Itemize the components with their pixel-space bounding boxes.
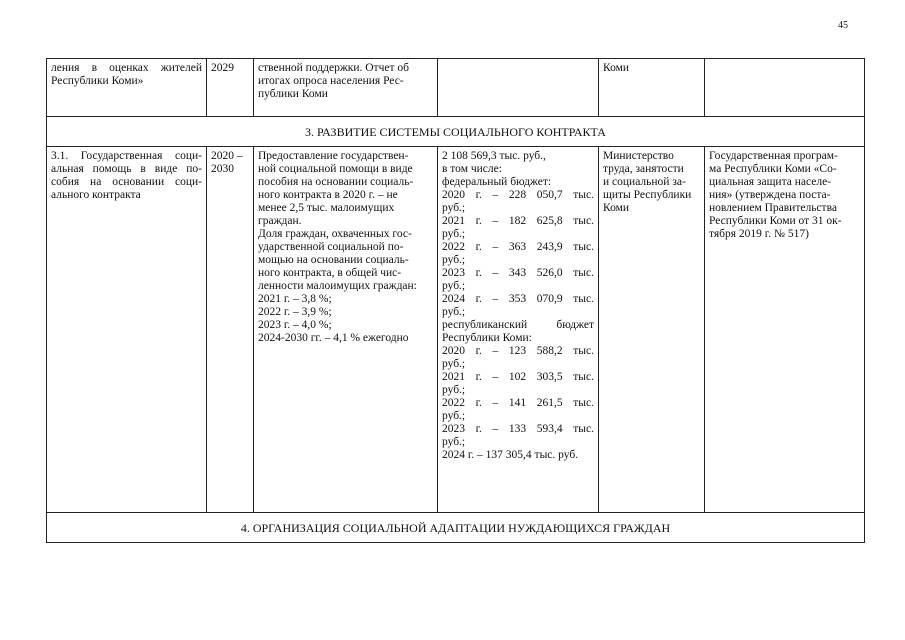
text-line: ного контракта, в общей чис- (258, 267, 402, 279)
text-line: Коми (603, 62, 630, 74)
page-number: 45 (838, 20, 848, 31)
cell-top-funding (438, 59, 599, 117)
text-line: Доля граждан, охваченных гос- (258, 228, 412, 240)
section-row-4 (47, 513, 865, 543)
text-line: ления в оценках жителей (51, 62, 202, 74)
cell-measure (47, 147, 207, 513)
text-line: циальная защита населе- (709, 176, 832, 188)
text-line: ственной поддержки. Отчет об (258, 62, 409, 74)
cell-executor (599, 147, 705, 513)
cell-funding (438, 147, 599, 513)
text-line: руб.; (442, 254, 466, 266)
text-line: Министерство (603, 150, 674, 162)
cell-top-executor (599, 59, 705, 117)
text-line: ленности малоимущих граждан: (258, 280, 417, 292)
text-line: 2021 г. – 102 303,5 тыс. (442, 371, 594, 383)
text-line: 2 108 569,3 тыс. руб., (442, 150, 546, 162)
text-line: 2021 г. – 182 625,8 тыс. (442, 215, 594, 227)
text-line: ния» (утверждена поста- (709, 189, 831, 201)
section-title-4: 4. ОРГАНИЗАЦИЯ СОЦИАЛЬНОЙ АДАПТАЦИИ НУЖДАЮЩИХСЯ ГРАЖДАН (47, 513, 865, 543)
text-line: руб.; (442, 358, 466, 370)
text-line: Республики Коми: (442, 332, 532, 344)
text-line: мощью на основании социаль- (258, 254, 409, 266)
text-line: ального контракта (51, 189, 141, 201)
text-line: собия на основании соци- (51, 176, 202, 188)
text-line: ударственной социальной по- (258, 241, 404, 253)
text-line: тября 2019 г. № 517) (709, 228, 809, 240)
text-line: ной социальной помощи в виде (258, 163, 413, 175)
text-line: руб.; (442, 384, 466, 396)
text-line: труда, занятости (603, 163, 684, 175)
text-line: в том числе: (442, 163, 502, 175)
cell-result (254, 147, 438, 513)
text-line: 2030 (211, 163, 234, 175)
text-line: 2022 г. – 141 261,5 тыс. (442, 397, 594, 409)
text-line: руб.; (442, 436, 466, 448)
text-line: 2023 г. – 343 526,0 тыс. (442, 267, 594, 279)
table-row-3-1 (47, 147, 865, 513)
text-line: 3.1. Государственная соци- (51, 150, 202, 162)
text-line: Предоставление государствен- (258, 150, 409, 162)
text-line: ма Республики Коми «Со- (709, 163, 837, 175)
text-line: 2023 г. – 4,0 %; (258, 319, 332, 331)
text-line: 2029 (211, 62, 234, 74)
cell-top-measure (47, 59, 207, 117)
text-line: 2020 г. – 123 588,2 тыс. (442, 345, 594, 357)
text-line: 2024-2030 гг. – 4,1 % ежегодно (258, 332, 409, 344)
text-line: федеральный бюджет: (442, 176, 552, 188)
text-line: пособия на основании социаль- (258, 176, 414, 188)
text-line: 2021 г. – 3,8 %; (258, 293, 332, 305)
text-line: 2024 г. – 137 305,4 тыс. руб. (442, 449, 579, 461)
text-line: граждан. (258, 215, 302, 227)
text-line: 2020 г. – 228 050,7 тыс. (442, 189, 594, 201)
text-line: руб.; (442, 410, 466, 422)
text-line: Коми (603, 202, 630, 214)
section-row-3 (47, 117, 865, 147)
text-line: 2024 г. – 353 070,9 тыс. (442, 293, 594, 305)
text-line: руб.; (442, 228, 466, 240)
text-line: руб.; (442, 202, 466, 214)
text-line: 2023 г. – 133 593,4 тыс. (442, 423, 594, 435)
text-line: 2022 г. – 3,9 %; (258, 306, 332, 318)
text-line: 2022 г. – 363 243,9 тыс. (442, 241, 594, 253)
text-line: 2020 – (211, 150, 243, 162)
cell-period (207, 147, 254, 513)
text-line: итогах опроса населения Рес- (258, 75, 404, 87)
text-line: Республики Коми от 31 ок- (709, 215, 842, 227)
program-table (46, 58, 865, 543)
cell-program (705, 147, 865, 513)
text-line: альная помощь в виде по- (51, 163, 202, 175)
text-line: щиты Республики (603, 189, 692, 201)
cell-top-program (705, 59, 865, 117)
cell-top-period (207, 59, 254, 117)
text-line: республиканский бюджет (442, 319, 594, 331)
text-line: и социальной за- (603, 176, 686, 188)
text-line: Республики Коми» (51, 75, 144, 87)
text-line: публики Коми (258, 88, 328, 100)
text-line: руб.; (442, 306, 466, 318)
cell-top-result (254, 59, 438, 117)
text-line: менее 2,5 тыс. малоимущих (258, 202, 395, 214)
text-line: Государственная програм- (709, 150, 838, 162)
text-line: ного контракта в 2020 г. – не (258, 189, 398, 201)
section-title-3: 3. РАЗВИТИЕ СИСТЕМЫ СОЦИАЛЬНОГО КОНТРАКТА (47, 117, 865, 147)
text-line: руб.; (442, 280, 466, 292)
table-row-top (47, 59, 865, 117)
text-line: новлением Правительства (709, 202, 837, 214)
